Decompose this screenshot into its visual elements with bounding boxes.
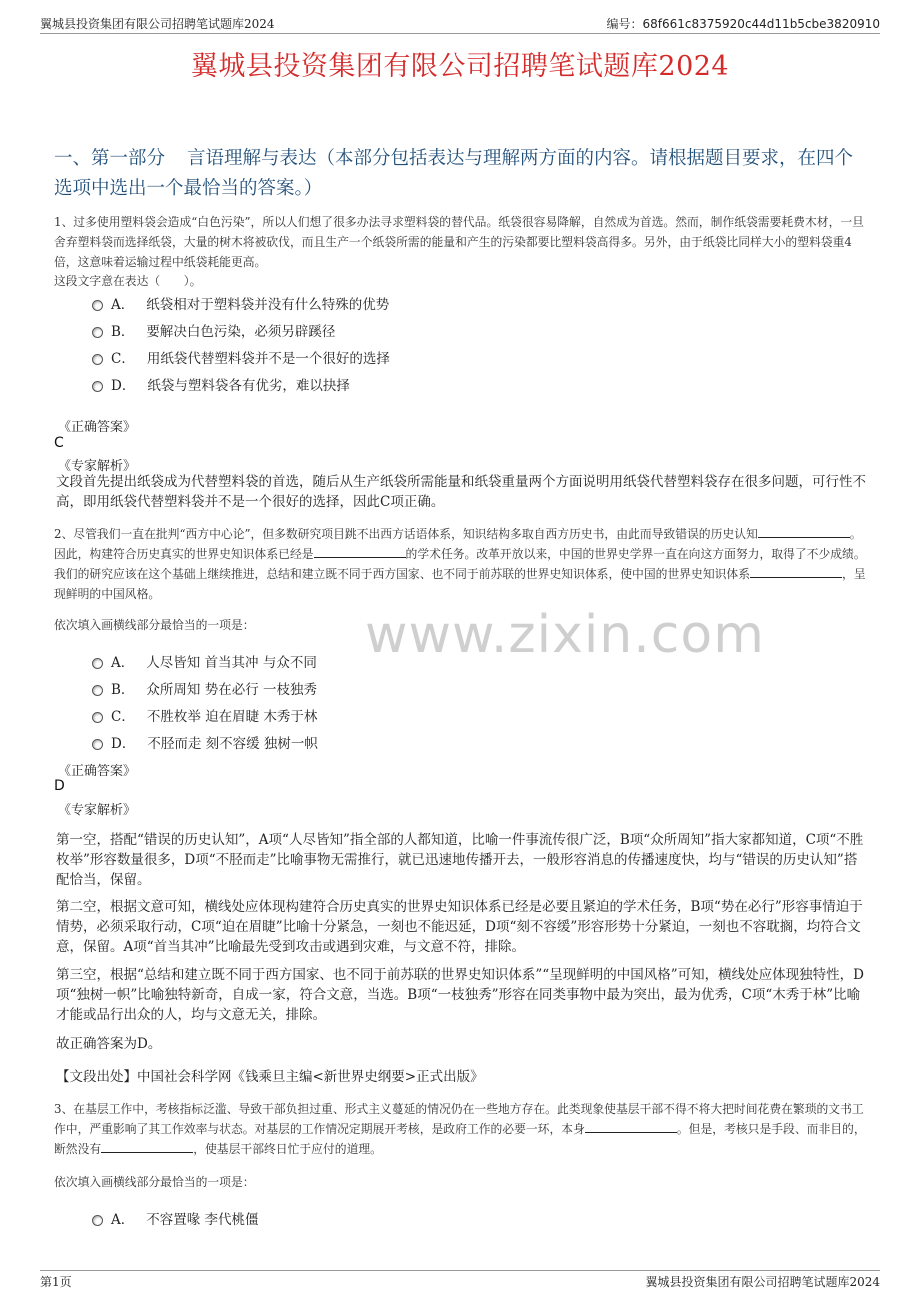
q1-analysis-label: 《专家解析》 [58, 459, 137, 474]
option-text: 不容置喙 李代桃僵 [146, 1212, 259, 1228]
fill-blank [314, 546, 406, 558]
option-letter: A． [111, 297, 135, 313]
q3-prompt: 依次填入画横线部分最恰当的一项是： [54, 1175, 255, 1189]
watermark: www.zixin.com [365, 605, 765, 665]
q3-stem [54, 1099, 868, 1159]
q2-analysis-p1: 第一空，搭配“错误的历史认知”，A项“人尽皆知”指全部的人都知道，比喻一件事流传很广泛，B项“众所周知”指大家都知道，C项“不胜枚举”形容数量很多，D项“不胫而走”比喻事物无需推行，就已迅速地传播开去，一般形容消息的传播速度快，均与“错误的历史认知”搭配恰当，保留。 [56, 832, 864, 888]
q2-prompt: 依次填入画横线部分最恰当的一项是： [54, 618, 255, 632]
q2-analysis-p3: 第三空，根据“总结和建立既不同于西方国家、也不同于前苏联的世界史知识体系”“呈现鲜明的中国风格”可知，横线处应体现独特性，D项“独树一帜”比喻独特新奇，自成一家，符合文意，当选。B项“一枝独秀”形容在同类事物中最为突出，最为优秀，C项“木秀于林”比喻才能或品行出众的人，均与文意无关，排除。 [56, 967, 864, 1023]
radio-icon[interactable] [92, 685, 103, 696]
q2-answer: D [54, 778, 65, 794]
q1-stem: 1、过多使用塑料袋会造成“白色污染”，所以人们想了很多办法寻求塑料袋的替代品。纸袋很容易降解，自然成为首选。然而，制作纸袋需要耗费木材，一旦舍弃塑料袋而选择纸袋，大量的树木将被砍伐，而且生产一个纸袋所需的能量和产生的污染都要比塑料袋高得多。另外，由于纸袋比同样大小的塑料袋重4倍，这意味着运输过程中纸袋耗能更高。 [54, 215, 864, 269]
section-part: 一、第一部分 [54, 148, 166, 169]
q3-stem-part: 3、在基层工作中，考核指标泛滥、导致干部负担过重、形式主义蔓延的情况仍在一些地方存在。此类现象使基层干部不得不将大把时间花费在繁琐的文书工作中，严重影响了其工作效率与状态。对基层的工作情况定期展开考核，是政府工作的必要一环，本身 [54, 1102, 864, 1136]
option-text: 众所周知 势在必行 一枝独秀 [146, 682, 318, 698]
q2-stem [54, 524, 868, 604]
section-description: 言语理解与表达（本部分包括表达与理解两方面的内容。请根据题目要求，在四个选项中选出一个最恰当的答案。） [54, 148, 854, 199]
radio-icon[interactable] [92, 381, 103, 392]
option-letter: D． [111, 736, 136, 752]
q2-option-c[interactable] [92, 705, 317, 725]
fill-blank [758, 526, 850, 538]
option-text: 纸袋与塑料袋各有优劣，难以抉择 [147, 378, 350, 394]
q2-source: 【文段出处】中国社会科学网《钱乘旦主编<新世界史纲要>正式出版》 [56, 1069, 484, 1085]
radio-icon[interactable] [92, 712, 103, 723]
q2-answer-label: 《正确答案》 [58, 764, 137, 779]
q1-option-c[interactable] [92, 347, 390, 367]
page-header [40, 14, 880, 34]
q1-analysis: 文段首先提出纸袋成为代替塑料袋的首选，随后从生产纸袋所需能量和纸袋重量两个方面说明用纸袋代替塑料袋存在很多问题，可行性不高，即用纸袋代替塑料袋并不是一个很好的选择，因此C项正确。 [56, 474, 866, 510]
q3-option-a[interactable] [92, 1208, 259, 1228]
option-text: 纸袋相对于塑料袋并没有什么特殊的优势 [146, 297, 390, 313]
option-letter: B． [111, 324, 135, 340]
option-letter: B． [111, 682, 135, 698]
radio-icon[interactable] [92, 658, 103, 669]
option-text: 人尽皆知 首当其冲 与众不同 [146, 655, 317, 671]
q2-conclusion: 故正确答案为D。 [56, 1036, 162, 1052]
option-text: 不胜枚举 迫在眉睫 木秀于林 [146, 709, 318, 725]
q2-option-d[interactable] [92, 732, 318, 752]
q1-option-d[interactable] [92, 374, 350, 394]
option-text: 不胫而走 刻不容缓 独树一帜 [147, 736, 318, 752]
option-letter: D． [111, 378, 136, 394]
q1-prompt: 这段文字意在表达（ ）。 [54, 274, 202, 288]
radio-icon[interactable] [92, 354, 103, 365]
q2-option-a[interactable] [92, 651, 317, 671]
radio-icon[interactable] [92, 1215, 103, 1226]
fill-blank [585, 1121, 677, 1133]
q2-stem-part: 。因此，构建符合历史真实的世界史知识体系已经是 [54, 527, 862, 561]
section-heading [54, 144, 870, 204]
q2-stem-part: 2、尽管我们一直在批判“西方中心论”，但多数研究项目跳不出西方话语体系，知识结构多取自西方历史书，由此而导致错误的历史认知 [54, 527, 758, 541]
fill-blank [750, 566, 842, 578]
footer-doc-title: 翼城县投资集团有限公司招聘笔试题库2024 [645, 1275, 880, 1289]
option-letter: A． [111, 655, 135, 671]
radio-icon[interactable] [92, 327, 103, 338]
q2-stem-part: 的学术任务。改革开放以来，中国的世界史学界一直在向这方面努力，取得了不少成绩。我们的研究应该在这个基础上继续推进，总结和建立既不同于西方国家、也不同于前苏联的世界史知识体系，使中国的世界史知识体系 [54, 547, 866, 581]
q1-answer-label: 《正确答案》 [58, 420, 137, 435]
q2-analysis-p2: 第二空，根据文意可知，横线处应体现构建符合历史真实的世界史知识体系已经是必要且紧迫的学术任务，B项“势在必行”形容事情迫于情势，必须采取行动，C项“迫在眉睫”比喻十分紧急，一刻也不能迟延，D项“刻不容缓”形容形势十分紧迫，一刻也不容耽搁，均符合文意，保留。A项“首当其冲”比喻最先受到攻击或遇到灾难，与文意不符，排除。 [56, 899, 863, 955]
option-text: 用纸袋代替塑料袋并不是一个很好的选择 [146, 351, 390, 367]
q3-stem-part: 。但是，考核只是手段、而非目的，断然没有 [54, 1122, 866, 1156]
radio-icon[interactable] [92, 300, 103, 311]
q1-option-b[interactable] [92, 320, 335, 340]
q2-stem-part: ，呈现鲜明的中国风格。 [54, 567, 866, 601]
header-doc-id: 编号：68f661c8375920c44d11b5cbe3820910 [606, 17, 880, 31]
option-letter: C． [111, 351, 135, 367]
fill-blank [101, 1141, 193, 1153]
option-letter: C． [111, 709, 135, 725]
q1-answer: C [54, 435, 64, 451]
q2-option-b[interactable] [92, 678, 317, 698]
page-footer [40, 1270, 880, 1290]
q3-stem-part: ，使基层干部终日忙于应付的道理。 [193, 1142, 382, 1156]
option-letter: A． [111, 1212, 135, 1228]
page-title: 翼城县投资集团有限公司招聘笔试题库2024 [190, 51, 730, 82]
header-doc-title: 翼城县投资集团有限公司招聘笔试题库2024 [40, 17, 275, 31]
option-text: 要解决白色污染，必须另辟蹊径 [146, 324, 336, 340]
q1-option-a[interactable] [92, 293, 389, 313]
q2-analysis-label: 《专家解析》 [58, 803, 137, 818]
page-number: 第1页 [40, 1275, 72, 1289]
radio-icon[interactable] [92, 739, 103, 750]
